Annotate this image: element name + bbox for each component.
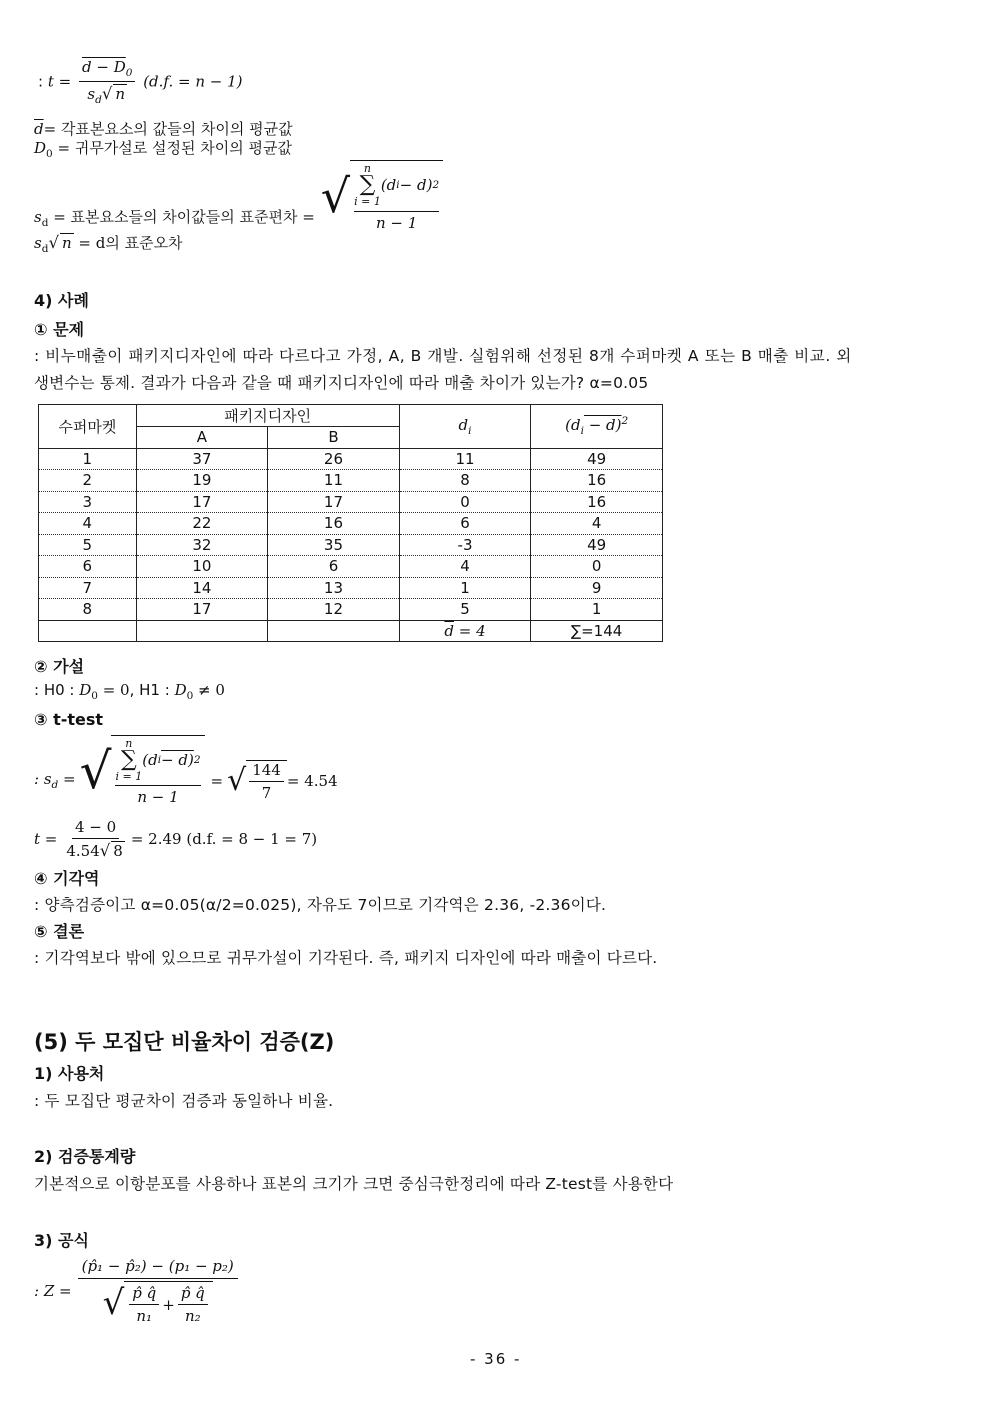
- header-di: $d_i$: [399, 405, 531, 449]
- t-calc-formula: t = $\frac{4 - 0}{4.54√ 8}$ = 2.49 (d.f. = 8 − 1 = 7): [34, 818, 318, 860]
- table-row: 5 32 35 -3 49: [39, 534, 663, 556]
- formula-title: 3) 공식: [34, 1231, 89, 1250]
- use-text: : 두 모집단 평균차이 검증과 동일하나 비율.: [34, 1092, 334, 1110]
- q1-title: ① 문제: [34, 320, 85, 339]
- table-row: 8 17 12 5 1: [39, 599, 663, 621]
- table-row: 7 14 13 1 9: [39, 577, 663, 599]
- header-store: 수퍼마켓: [39, 405, 137, 449]
- table-row: 4 22 16 6 4: [39, 513, 663, 535]
- page-number: - 36 -: [470, 1350, 522, 1368]
- data-table: [38, 404, 663, 642]
- q5-title: ⑤ 결론: [34, 922, 85, 941]
- header-b: B: [268, 427, 400, 449]
- definition-dbar: $\overline{d}=$ 각표본요소의 값들의 차이의 평균값: [34, 120, 293, 138]
- use-title: 1) 사용처: [34, 1064, 105, 1083]
- header-a: A: [136, 427, 268, 449]
- sd-calc-formula: : $s_d$ = √ n ∑ i = 1 (d i − d) 2 n − 1 = √ $\frac{144}{7}$ = 4.54: [34, 737, 338, 806]
- header-design: 패키지디자인: [136, 405, 399, 427]
- table-row: 6 10 6 4 0: [39, 556, 663, 578]
- table-summary-row: [39, 620, 663, 642]
- header-sq: $(d_i - d)^2$: [531, 405, 663, 449]
- q4-title: ④ 기각역: [34, 869, 100, 888]
- q3-title: ③ t-test: [34, 710, 104, 729]
- definition-d0: $D_0$ = 귀무가설로 설정된 차이의 평균값: [34, 139, 292, 160]
- table-row: 1 37 26 11 49: [39, 448, 663, 470]
- table-row: 3 17 17 0 16: [39, 491, 663, 513]
- section4-title: 4) 사례: [34, 291, 89, 310]
- stat-title: 2) 검증통계량: [34, 1147, 136, 1166]
- z-formula: : Z = (p̂₁ − p̂₂) − (p₁ − p₂) √ $\frac{p̂ q̂}{\text{n₁}}$ + $\frac{p̂ q̂}{\text{n₂}}$: [34, 1257, 238, 1325]
- dbar-summary: $\overline{d} = 4$: [399, 620, 531, 642]
- formula-t: : t = $\frac{d - D_0}{s_d√ n}$ (d.f. = n − 1): [38, 58, 243, 106]
- table-row: 2 19 11 8 16: [39, 470, 663, 492]
- sum-summary: ∑=144: [531, 620, 663, 642]
- stat-text: 기본적으로 이항분포를 사용하나 표본의 크기가 크면 중심극한정리에 따라 Z-test를 사용한다: [34, 1175, 674, 1193]
- hypothesis-line: : H0 : $D_0 = 0$, H1 : $D_0 \ne 0$: [34, 681, 225, 702]
- definition-sd: $s_d$ = 표본요소들의 차이값들의 표준편차 = √ n ∑ i = 1 (d i − d) 2 n − 1: [34, 160, 443, 232]
- problem-line2: 생변수는 통제. 결과가 다음과 같을 때 패키지디자인에 따라 매출 차이가 있는가? α=0.05: [34, 374, 649, 392]
- section5-title: (5) 두 모집단 비율차이 검증(Z): [34, 1030, 335, 1054]
- critical-text: : 양측검증이고 α=0.05(α/2=0.025), 자유도 7이므로 기각역은 2.36, -2.36이다.: [34, 896, 607, 914]
- problem-line1: : 비누매출이 패키지디자인에 따라 다르다고 가정, A, B 개발. 실험위해 선정된 8개 수퍼마켓 A 또는 B 매출 비교. 외: [34, 347, 852, 365]
- q2-title: ② 가설: [34, 657, 85, 676]
- definition-sd-root-n: $s_d√$ n = d의 표준오차: [34, 233, 183, 255]
- conclusion-text: : 기각역보다 밖에 있으므로 귀무가설이 기각된다. 즉, 패키지 디자인에 따라 매출이 다르다.: [34, 949, 658, 967]
